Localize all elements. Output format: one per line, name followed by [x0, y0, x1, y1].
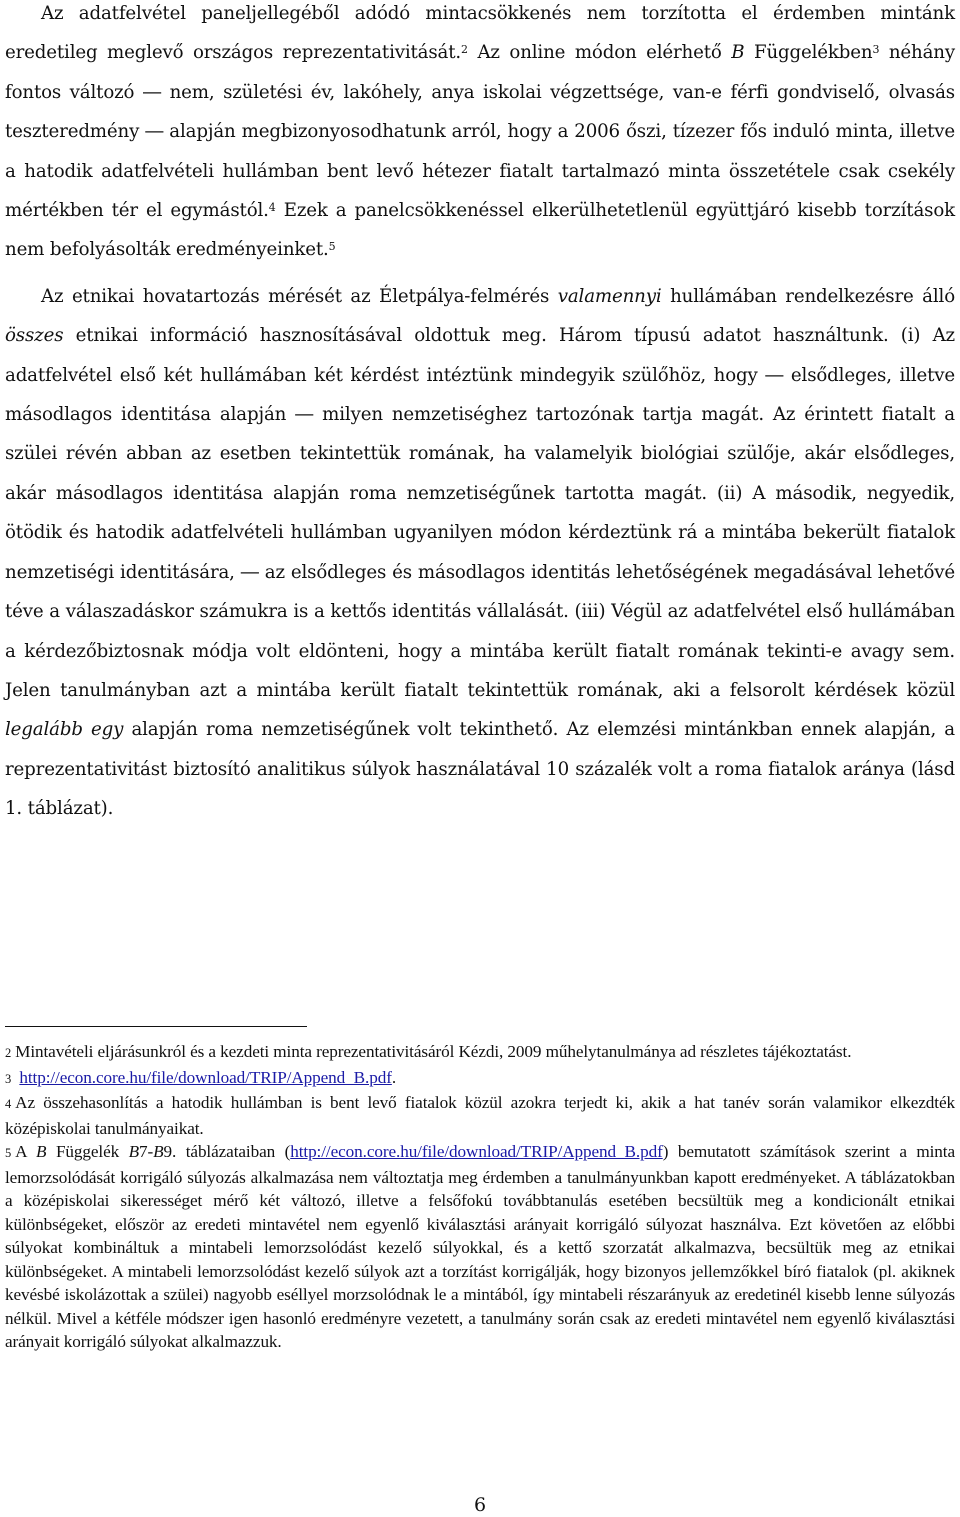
footnote-text: Függelék [46, 1142, 129, 1161]
sentence: Az online módon elérhető [467, 42, 732, 64]
footnote-text: 9. táblázataiban ( [163, 1142, 291, 1161]
footnote-5 [5, 1140, 955, 1354]
footnote-ref-2[interactable]: 2 [461, 43, 468, 57]
sentence: Az adatfelvétel paneljellegéből adódó mintacsökkenés nem torzította el érdemben mintánk eredetileg meglevő országos reprezentativitását. [5, 3, 955, 64]
footnote-number: 3 [5, 1071, 12, 1086]
appendix-link[interactable]: http://econ.core.hu/file/download/TRIP/Append_B.pdf [290, 1142, 663, 1161]
paragraph-1 [5, 0, 955, 270]
emphasis: valamennyi [557, 285, 662, 307]
emphasis: összes [5, 325, 64, 347]
sentence: néhány fontos változó ― nem, születési év, lakóhely, anya iskolai végzettsége, van-e férfi gondviselő, olvasás teszteredmény ― alapján megbizonyosodhatunk arról, hogy a 2006 őszi, tízezer fős induló minta, illetve a hatodik adatfelvételi hullámban bent levő hétezer fiatalt tartalmazó minta összetétele csak csekély mértékben tér el egymástól. [5, 42, 955, 222]
sentence: hullámában rendelkezésre álló [661, 285, 956, 307]
sentence: Ezek a panelcsökkenéssel elkerülhetetlenül együttjáró kisebb torzítások nem befolyásolták eredményeinket. [5, 200, 955, 261]
footnote-text: ) bemutatott számítások szerint a minta lemorzsolódását korrigáló súlyozás alkalmazása nem változtatja meg érdemben a tanulmányunkban kapott eredményeket. A táblázatokban a középiskolai sikerességet mérő két változó, illetve a felsőfokú továbbtanulás esetében becsültük meg a kondicionált etnikai különbségeket, először az eredeti mintavétel nem egyenlő kiválasztási arányait korrigáló súlyozat használva. Ezt követően az előbbi súlyokat kombináltuk a mintabeli lemorzsolódást kezelő súlyokkal, és a kettő szorzatát alkalmazva, becsültük meg az etnikai különbségeket. A mintabeli lemorzsolódást kezelő súlyok azt a torzítást korrigálják, hogy bizonyos jellemzőkkel bíró fiatalok (pl. akiknek kevésbé iskolázottak a szülei) nagyobb eséllyel morzsolódnak le a mintából, így mintabeli részarányuk az eredetinél kisebb lenne súlyozás nélkül. Mivel a kétféle módszer igen hasonló eredményre vezetett, a tanulmány során csak az eredeti mintavétel nem egyenlő kiválasztási arányait korrigáló súlyokat alkalmazzuk. [5, 1142, 955, 1351]
footnote-number: 4 [5, 1097, 12, 1111]
emphasis: legalább egy [5, 719, 124, 741]
sentence: Függelékben [744, 42, 873, 64]
appendix-letter: B [731, 42, 745, 64]
footnote-number: 5 [5, 1146, 12, 1160]
appendix-letter: B [153, 1142, 164, 1161]
footnote-ref-5[interactable]: 5 [328, 240, 336, 254]
sentence: alapján roma nemzetiségűnek volt tekinthető. Az elemzési mintánkban ennek alapján, a reprezentativitást biztosító analitikus súlyok használatával 10 százalék volt a roma fiatalok aránya (lásd 1. táblázat). [5, 719, 955, 820]
footnote-text: 7- [139, 1142, 154, 1161]
footnote-text: Mintavételi eljárásunkról és a kezdeti minta reprezentativitásáról Kézdi, 2009 műhelytanulmánya ad részletes tájékoztatást. [15, 1042, 852, 1061]
document-page [5, 0, 955, 829]
sentence: etnikai információ hasznosításával oldottuk meg. Három típusú adatot használtunk. (i) Az adatfelvétel első két hullámában két kérdést intéztünk mindegyik szülőhöz, hogy ― elsődleges, illetve másodlagos identitása alapján ― milyen nemzetiséghez tartozónak tartja magát. Az érintett fiatalt a szülei révén abban az esetben tekintettük romának, ha valamelyik biológiai szülője, akár elsődleges, akár másodlagos identitása alapján roma nemzetiségűnek tartotta magát. (ii) A második, negyedik, ötödik és hatodik adatfelvételi hullámban ugyanilyen módon kérdeztünk rá a mintába bekerült fiatalok nemzetiségi identitására, ― az elsődleges és másodlagos identitás lehetőségének megadásával lehetővé téve a válaszadáskor számukra is a kettős identitás vállalását. (iii) Végül az adatfelvétel első hullámában a kérdezőbiztosnak módja volt eldönteni, hogy a mintába került fiatalt romának tekinti-e avagy sem. Jelen tanulmányban azt a mintába került fiatalt tekintettük romának, aki a felsorolt kérdések közül [5, 325, 955, 701]
footnote-separator [5, 1026, 307, 1027]
footnote-ref-4[interactable]: 4 [268, 201, 276, 215]
appendix-letter: B [128, 1142, 140, 1161]
footnotes [5, 1040, 955, 1354]
footnote-text: Az összehasonlítás a hatodik hullámban is bent levő fiatalok közül azokra terjedt ki, akik a hat tanév során valamikor elkezdték középiskolai tanulmányaikat. [5, 1093, 955, 1138]
footnote-ref-3[interactable]: 3 [872, 43, 880, 57]
page-number: 6 [473, 1494, 487, 1516]
paragraph-2 [5, 277, 955, 829]
footnote-text: . [391, 1067, 397, 1087]
footnote-3 [5, 1066, 955, 1092]
footnote-2 [5, 1040, 955, 1066]
appendix-letter: B [36, 1142, 47, 1161]
sentence: Az etnikai hovatartozás mérését az Életpálya-felmérés [41, 285, 558, 307]
footnote-text: A [15, 1142, 37, 1161]
appendix-link[interactable]: http://econ.core.hu/file/download/TRIP/Append_B.pdf [19, 1067, 392, 1087]
footnote-4 [5, 1091, 955, 1140]
footnote-number: 2 [5, 1046, 12, 1060]
